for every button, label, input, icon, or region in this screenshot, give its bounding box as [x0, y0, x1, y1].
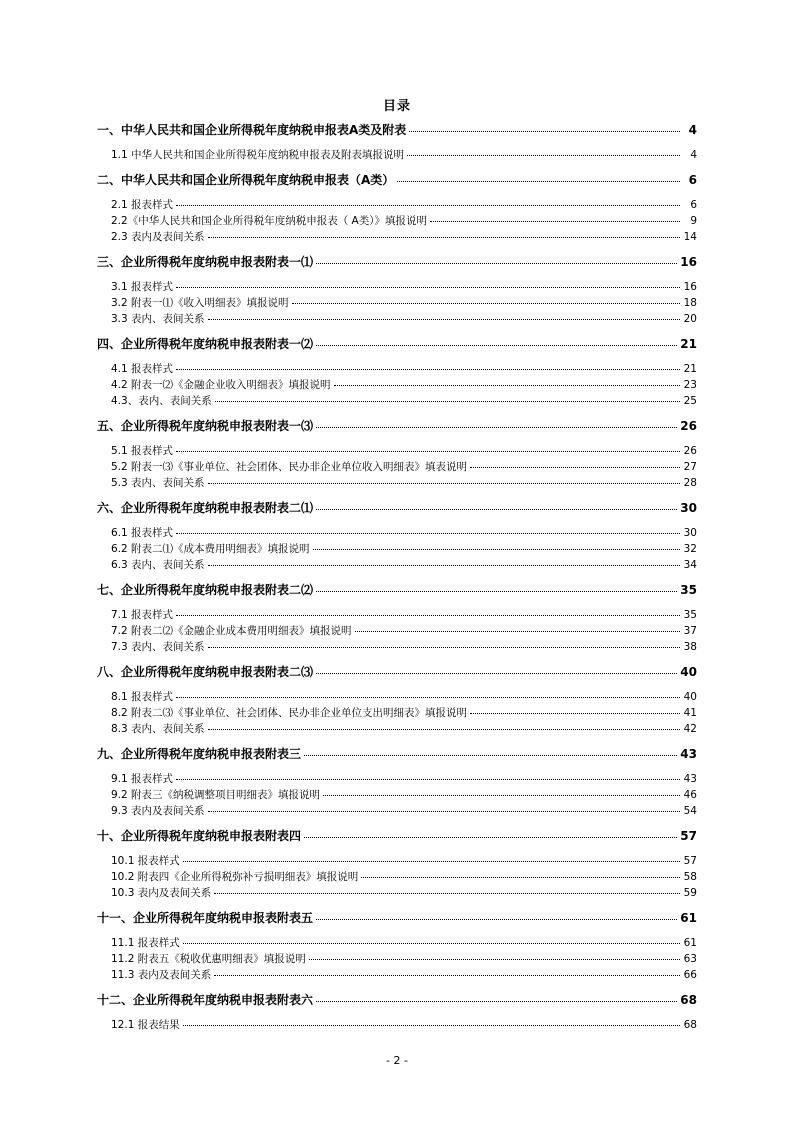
dot-leader [215, 400, 680, 402]
toc-subsection-entry[interactable] [97, 197, 697, 213]
dot-leader [304, 836, 677, 838]
toc-entry-title: 10.3 表内及表间关系 [111, 887, 212, 899]
toc-subsection-entry[interactable] [97, 541, 697, 557]
dot-leader [208, 564, 680, 566]
dot-leader [397, 180, 680, 182]
toc-entry-page: 18 [683, 297, 697, 309]
dot-leader [316, 590, 677, 592]
toc-subsection-entry[interactable] [97, 459, 697, 475]
table-of-contents [97, 121, 697, 1033]
toc-entry-page: 6 [688, 173, 697, 187]
toc-subsection-entry[interactable] [97, 967, 697, 983]
toc-entry-title: 九、企业所得税年度纳税申报表附表三 [97, 747, 302, 761]
toc-subsection-entry[interactable] [97, 639, 697, 655]
toc-entry-page: 25 [683, 395, 697, 407]
dot-leader [208, 646, 680, 648]
toc-entry-title: 二、中华人民共和国企业所得税年度纳税申报表（A类） [97, 173, 395, 187]
toc-subsection-entry[interactable] [97, 361, 697, 377]
dot-leader [313, 548, 680, 550]
toc-entry-page: 40 [680, 665, 697, 679]
toc-subsection-entry[interactable] [97, 279, 697, 295]
dot-leader [176, 696, 680, 698]
toc-entry-title: 6.2 附表二⑴《成本费用明细表》填报说明 [111, 543, 310, 555]
dot-leader [316, 344, 677, 346]
toc-entry-title: 3.3 表内、表间关系 [111, 313, 205, 325]
dot-leader [214, 974, 680, 976]
toc-entry-page: 26 [680, 419, 697, 433]
dot-leader [176, 368, 680, 370]
toc-entry-page: 68 [683, 1019, 697, 1031]
toc-subsection-entry[interactable] [97, 803, 697, 819]
dot-leader [309, 958, 680, 960]
toc-entry-title: 五、企业所得税年度纳税申报表附表一⑶ [97, 419, 314, 433]
toc-entry-title: 十、企业所得税年度纳税申报表附表四 [97, 829, 302, 843]
dot-leader [409, 130, 680, 132]
toc-entry-page: 59 [683, 887, 697, 899]
toc-section-entry[interactable] [97, 171, 697, 189]
toc-entry-page: 58 [683, 871, 697, 883]
toc-entry-title: 三、企业所得税年度纳税申报表附表一⑴ [97, 255, 314, 269]
toc-subsection-entry[interactable] [97, 311, 697, 327]
toc-entry-title: 3.2 附表一⑴《收入明细表》填报说明 [111, 297, 289, 309]
toc-entry-page: 54 [683, 805, 697, 817]
dot-leader [304, 754, 677, 756]
toc-section-entry[interactable] [97, 499, 697, 517]
toc-entry-title: 十一、企业所得税年度纳税申报表附表五 [97, 911, 314, 925]
toc-entry-page: 21 [683, 363, 697, 375]
dot-leader [214, 892, 680, 894]
dot-leader [176, 286, 680, 288]
toc-title: 目录 [382, 99, 411, 114]
dot-leader [316, 672, 677, 674]
toc-entry-page: 61 [683, 937, 697, 949]
toc-entry-page: 57 [683, 855, 697, 867]
toc-entry-page: 9 [690, 215, 697, 227]
toc-entry-title: 六、企业所得税年度纳税申报表附表二⑴ [97, 501, 314, 515]
dot-leader [176, 204, 680, 206]
dot-leader [208, 482, 680, 484]
toc-subsection-entry[interactable] [97, 705, 697, 721]
toc-entry-page: 61 [680, 911, 697, 925]
dot-leader [316, 918, 677, 920]
dot-leader [316, 262, 677, 264]
toc-entry-page: 30 [680, 501, 697, 515]
toc-entry-title: 3.1 报表样式 [111, 281, 174, 293]
toc-entry-page: 35 [683, 609, 697, 621]
dot-leader [323, 794, 680, 796]
toc-entry-page: 40 [683, 691, 697, 703]
dot-leader [316, 508, 677, 510]
toc-subsection-entry[interactable] [97, 771, 697, 787]
toc-entry-title: 1.1 中华人民共和国企业所得税年度纳税申报表及附表填报说明 [111, 149, 405, 161]
toc-entry-title: 八、企业所得税年度纳税申报表附表二⑶ [97, 665, 314, 679]
dot-leader [208, 728, 680, 730]
toc-subsection-entry[interactable] [97, 885, 697, 901]
toc-entry-title: 一、中华人民共和国企业所得税年度纳税申报表A类及附表 [97, 123, 407, 137]
dot-leader [316, 1000, 677, 1002]
toc-subsection-entry[interactable] [97, 475, 697, 491]
toc-entry-page: 4 [690, 149, 697, 161]
toc-section-entry[interactable] [97, 745, 697, 763]
toc-entry-title: 7.3 表内、表间关系 [111, 641, 205, 653]
dot-leader [407, 154, 680, 156]
dot-leader [470, 466, 680, 468]
toc-entry-title: 8.3 表内、表间关系 [111, 723, 205, 735]
toc-subsection-entry[interactable] [97, 787, 697, 803]
dot-leader [208, 236, 680, 238]
toc-subsection-entry[interactable] [97, 935, 697, 951]
dot-leader [183, 942, 680, 944]
toc-subsection-entry[interactable] [97, 853, 697, 869]
toc-entry-title: 四、企业所得税年度纳税申报表附表一⑵ [97, 337, 314, 351]
toc-subsection-entry[interactable] [97, 623, 697, 639]
toc-entry-title: 5.2 附表一⑶《事业单位、社会团体、民办非企业单位收入明细表》填表说明 [111, 461, 468, 473]
toc-entry-page: 34 [683, 559, 697, 571]
toc-entry-page: 63 [683, 953, 697, 965]
toc-entry-page: 6 [690, 199, 697, 211]
toc-entry-title: 10.1 报表样式 [111, 855, 180, 867]
toc-entry-title: 10.2 附表四《企业所得税弥补亏损明细表》填报说明 [111, 871, 359, 883]
toc-entry-page: 41 [683, 707, 697, 719]
dot-leader [176, 778, 680, 780]
toc-section-entry[interactable] [97, 253, 697, 271]
toc-entry-title: 2.2《中华人民共和国企业所得税年度纳税申报表（ A类）》填报说明 [111, 215, 427, 227]
toc-entry-page: 43 [680, 747, 697, 761]
toc-section-entry[interactable] [97, 991, 697, 1009]
toc-section-entry[interactable] [97, 663, 697, 681]
dot-leader [208, 810, 680, 812]
toc-entry-title: 七、企业所得税年度纳税申报表附表二⑵ [97, 583, 314, 597]
dot-leader [355, 630, 680, 632]
dot-leader [316, 426, 677, 428]
toc-entry-page: 35 [680, 583, 697, 597]
toc-entry-page: 16 [683, 281, 697, 293]
toc-entry-page: 32 [683, 543, 697, 555]
toc-section-entry[interactable] [97, 417, 697, 435]
toc-entry-page: 16 [680, 255, 697, 269]
toc-entry-page: 23 [683, 379, 697, 391]
toc-entry-page: 30 [683, 527, 697, 539]
toc-subsection-entry[interactable] [97, 689, 697, 705]
toc-entry-title: 8.2 附表二⑶《事业单位、社会团体、民办非企业单位支出明细表》填报说明 [111, 707, 468, 719]
dot-leader [176, 532, 680, 534]
toc-entry-page: 28 [683, 477, 697, 489]
toc-subsection-entry[interactable] [97, 377, 697, 393]
toc-entry-title: 11.2 附表五《税收优惠明细表》填报说明 [111, 953, 306, 965]
toc-entry-title: 4.3、表内、表间关系 [111, 395, 212, 407]
toc-subsection-entry[interactable] [97, 1017, 697, 1033]
toc-entry-page: 21 [680, 337, 697, 351]
toc-entry-page: 38 [683, 641, 697, 653]
toc-entry-title: 4.2 附表一⑵《金融企业收入明细表》填报说明 [111, 379, 331, 391]
toc-subsection-entry[interactable] [97, 393, 697, 409]
toc-entry-page: 57 [680, 829, 697, 843]
toc-entry-title: 8.1 报表样式 [111, 691, 174, 703]
toc-entry-title: 6.1 报表样式 [111, 527, 174, 539]
toc-subsection-entry[interactable] [97, 295, 697, 311]
toc-entry-page: 66 [683, 969, 697, 981]
dot-leader [183, 860, 680, 862]
toc-entry-title: 9.1 报表样式 [111, 773, 174, 785]
toc-section-entry[interactable] [97, 335, 697, 353]
toc-section-entry[interactable] [97, 581, 697, 599]
toc-entry-title: 5.3 表内、表间关系 [111, 477, 205, 489]
dot-leader [430, 220, 680, 222]
dot-leader [292, 302, 680, 304]
dot-leader [208, 318, 680, 320]
toc-entry-page: 14 [683, 231, 697, 243]
toc-entry-title: 2.1 报表样式 [111, 199, 174, 211]
toc-subsection-entry[interactable] [97, 869, 697, 885]
dot-leader [176, 450, 680, 452]
toc-entry-page: 42 [683, 723, 697, 735]
toc-section-entry[interactable] [97, 121, 697, 139]
toc-subsection-entry[interactable] [97, 213, 697, 229]
toc-entry-title: 9.3 表内及表间关系 [111, 805, 205, 817]
dot-leader [470, 712, 680, 714]
toc-subsection-entry[interactable] [97, 525, 697, 541]
toc-subsection-entry[interactable] [97, 607, 697, 623]
toc-subsection-entry[interactable] [97, 721, 697, 737]
toc-entry-page: 46 [683, 789, 697, 801]
toc-entry-page: 43 [683, 773, 697, 785]
toc-subsection-entry[interactable] [97, 443, 697, 459]
toc-subsection-entry[interactable] [97, 557, 697, 573]
toc-section-entry[interactable] [97, 909, 697, 927]
toc-entry-title: 9.2 附表三《纳税调整项目明细表》填报说明 [111, 789, 321, 801]
toc-entry-title: 12.1 报表结果 [111, 1019, 180, 1031]
dot-leader [176, 614, 680, 616]
dot-leader [183, 1024, 680, 1026]
toc-entry-page: 27 [683, 461, 697, 473]
toc-subsection-entry[interactable] [97, 147, 697, 163]
toc-subsection-entry[interactable] [97, 951, 697, 967]
toc-entry-title: 7.2 附表二⑵《金融企业成本费用明细表》填报说明 [111, 625, 352, 637]
toc-entry-page: 26 [683, 445, 697, 457]
toc-entry-title: 6.3 表内、表间关系 [111, 559, 205, 571]
toc-section-entry[interactable] [97, 827, 697, 845]
toc-entry-title: 4.1 报表样式 [111, 363, 174, 375]
toc-entry-title: 5.1 报表样式 [111, 445, 174, 457]
toc-entry-page: 37 [683, 625, 697, 637]
toc-entry-title: 2.3 表内及表间关系 [111, 231, 205, 243]
dot-leader [334, 384, 680, 386]
toc-entry-title: 7.1 报表样式 [111, 609, 174, 621]
toc-entry-page: 4 [688, 123, 697, 137]
page-number: - 2 - [386, 1054, 408, 1067]
toc-entry-page: 20 [683, 313, 697, 325]
dot-leader [361, 876, 680, 878]
toc-entry-title: 11.3 表内及表间关系 [111, 969, 212, 981]
toc-entry-title: 十二、企业所得税年度纳税申报表附表六 [97, 993, 314, 1007]
toc-entry-title: 11.1 报表样式 [111, 937, 180, 949]
toc-subsection-entry[interactable] [97, 229, 697, 245]
toc-entry-page: 68 [680, 993, 697, 1007]
